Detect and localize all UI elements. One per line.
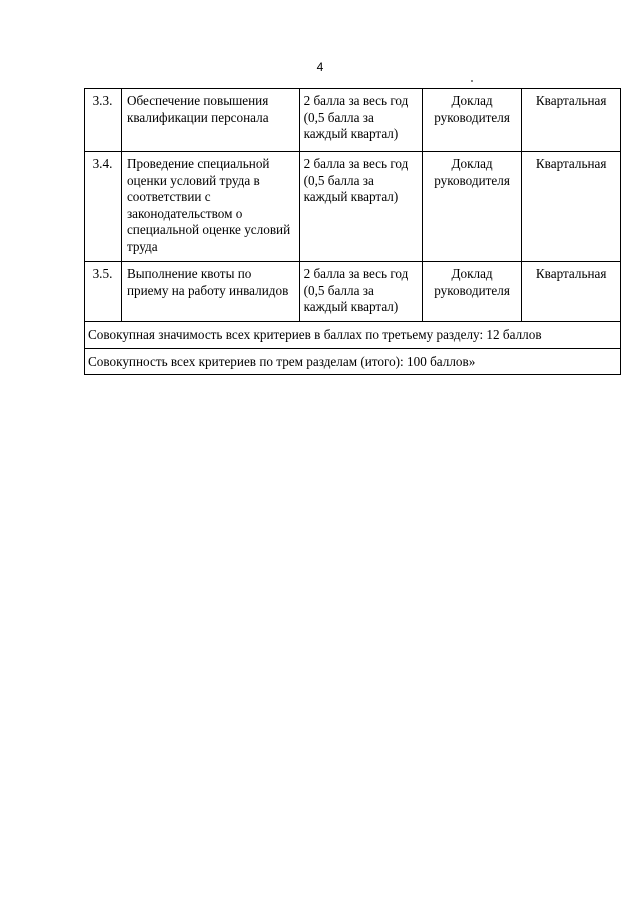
- criterion-score: 2 балла за весь год (0,5 балла за каждый квартал): [299, 89, 422, 152]
- criterion-report: Доклад руководителя: [422, 89, 522, 152]
- criterion-score: 2 балла за весь год (0,5 балла за каждый квартал): [299, 152, 422, 262]
- row-number: 3.4.: [85, 152, 122, 262]
- table-row: [85, 89, 621, 152]
- total-summary: Совокупность всех критериев по трем разделам (итого): 100 баллов»: [85, 348, 621, 375]
- scan-speck: [471, 80, 473, 82]
- criterion-score: 2 балла за весь год (0,5 балла за каждый квартал): [299, 262, 422, 322]
- criterion-name: Обеспечение повышения квалификации персонала: [121, 89, 299, 152]
- criterion-report: Доклад руководителя: [422, 262, 522, 322]
- section-summary: Совокупная значимость всех критериев в баллах по третьему разделу: 12 баллов: [85, 322, 621, 349]
- summary-row: [85, 322, 621, 349]
- page-number: 4: [316, 60, 324, 74]
- criterion-period: Квартальная: [522, 262, 621, 322]
- table-row: [85, 152, 621, 262]
- criteria-table: [84, 88, 621, 375]
- criterion-name: Проведение специальной оценки условий труда в соответствии с законодательством о специальной оценке условий труда: [121, 152, 299, 262]
- criterion-report: Доклад руководителя: [422, 152, 522, 262]
- row-number: 3.3.: [85, 89, 122, 152]
- criterion-period: Квартальная: [522, 152, 621, 262]
- row-number: 3.5.: [85, 262, 122, 322]
- table-row: [85, 262, 621, 322]
- total-row: [85, 348, 621, 375]
- criterion-name: Выполнение квоты по приему на работу инвалидов: [121, 262, 299, 322]
- criterion-period: Квартальная: [522, 89, 621, 152]
